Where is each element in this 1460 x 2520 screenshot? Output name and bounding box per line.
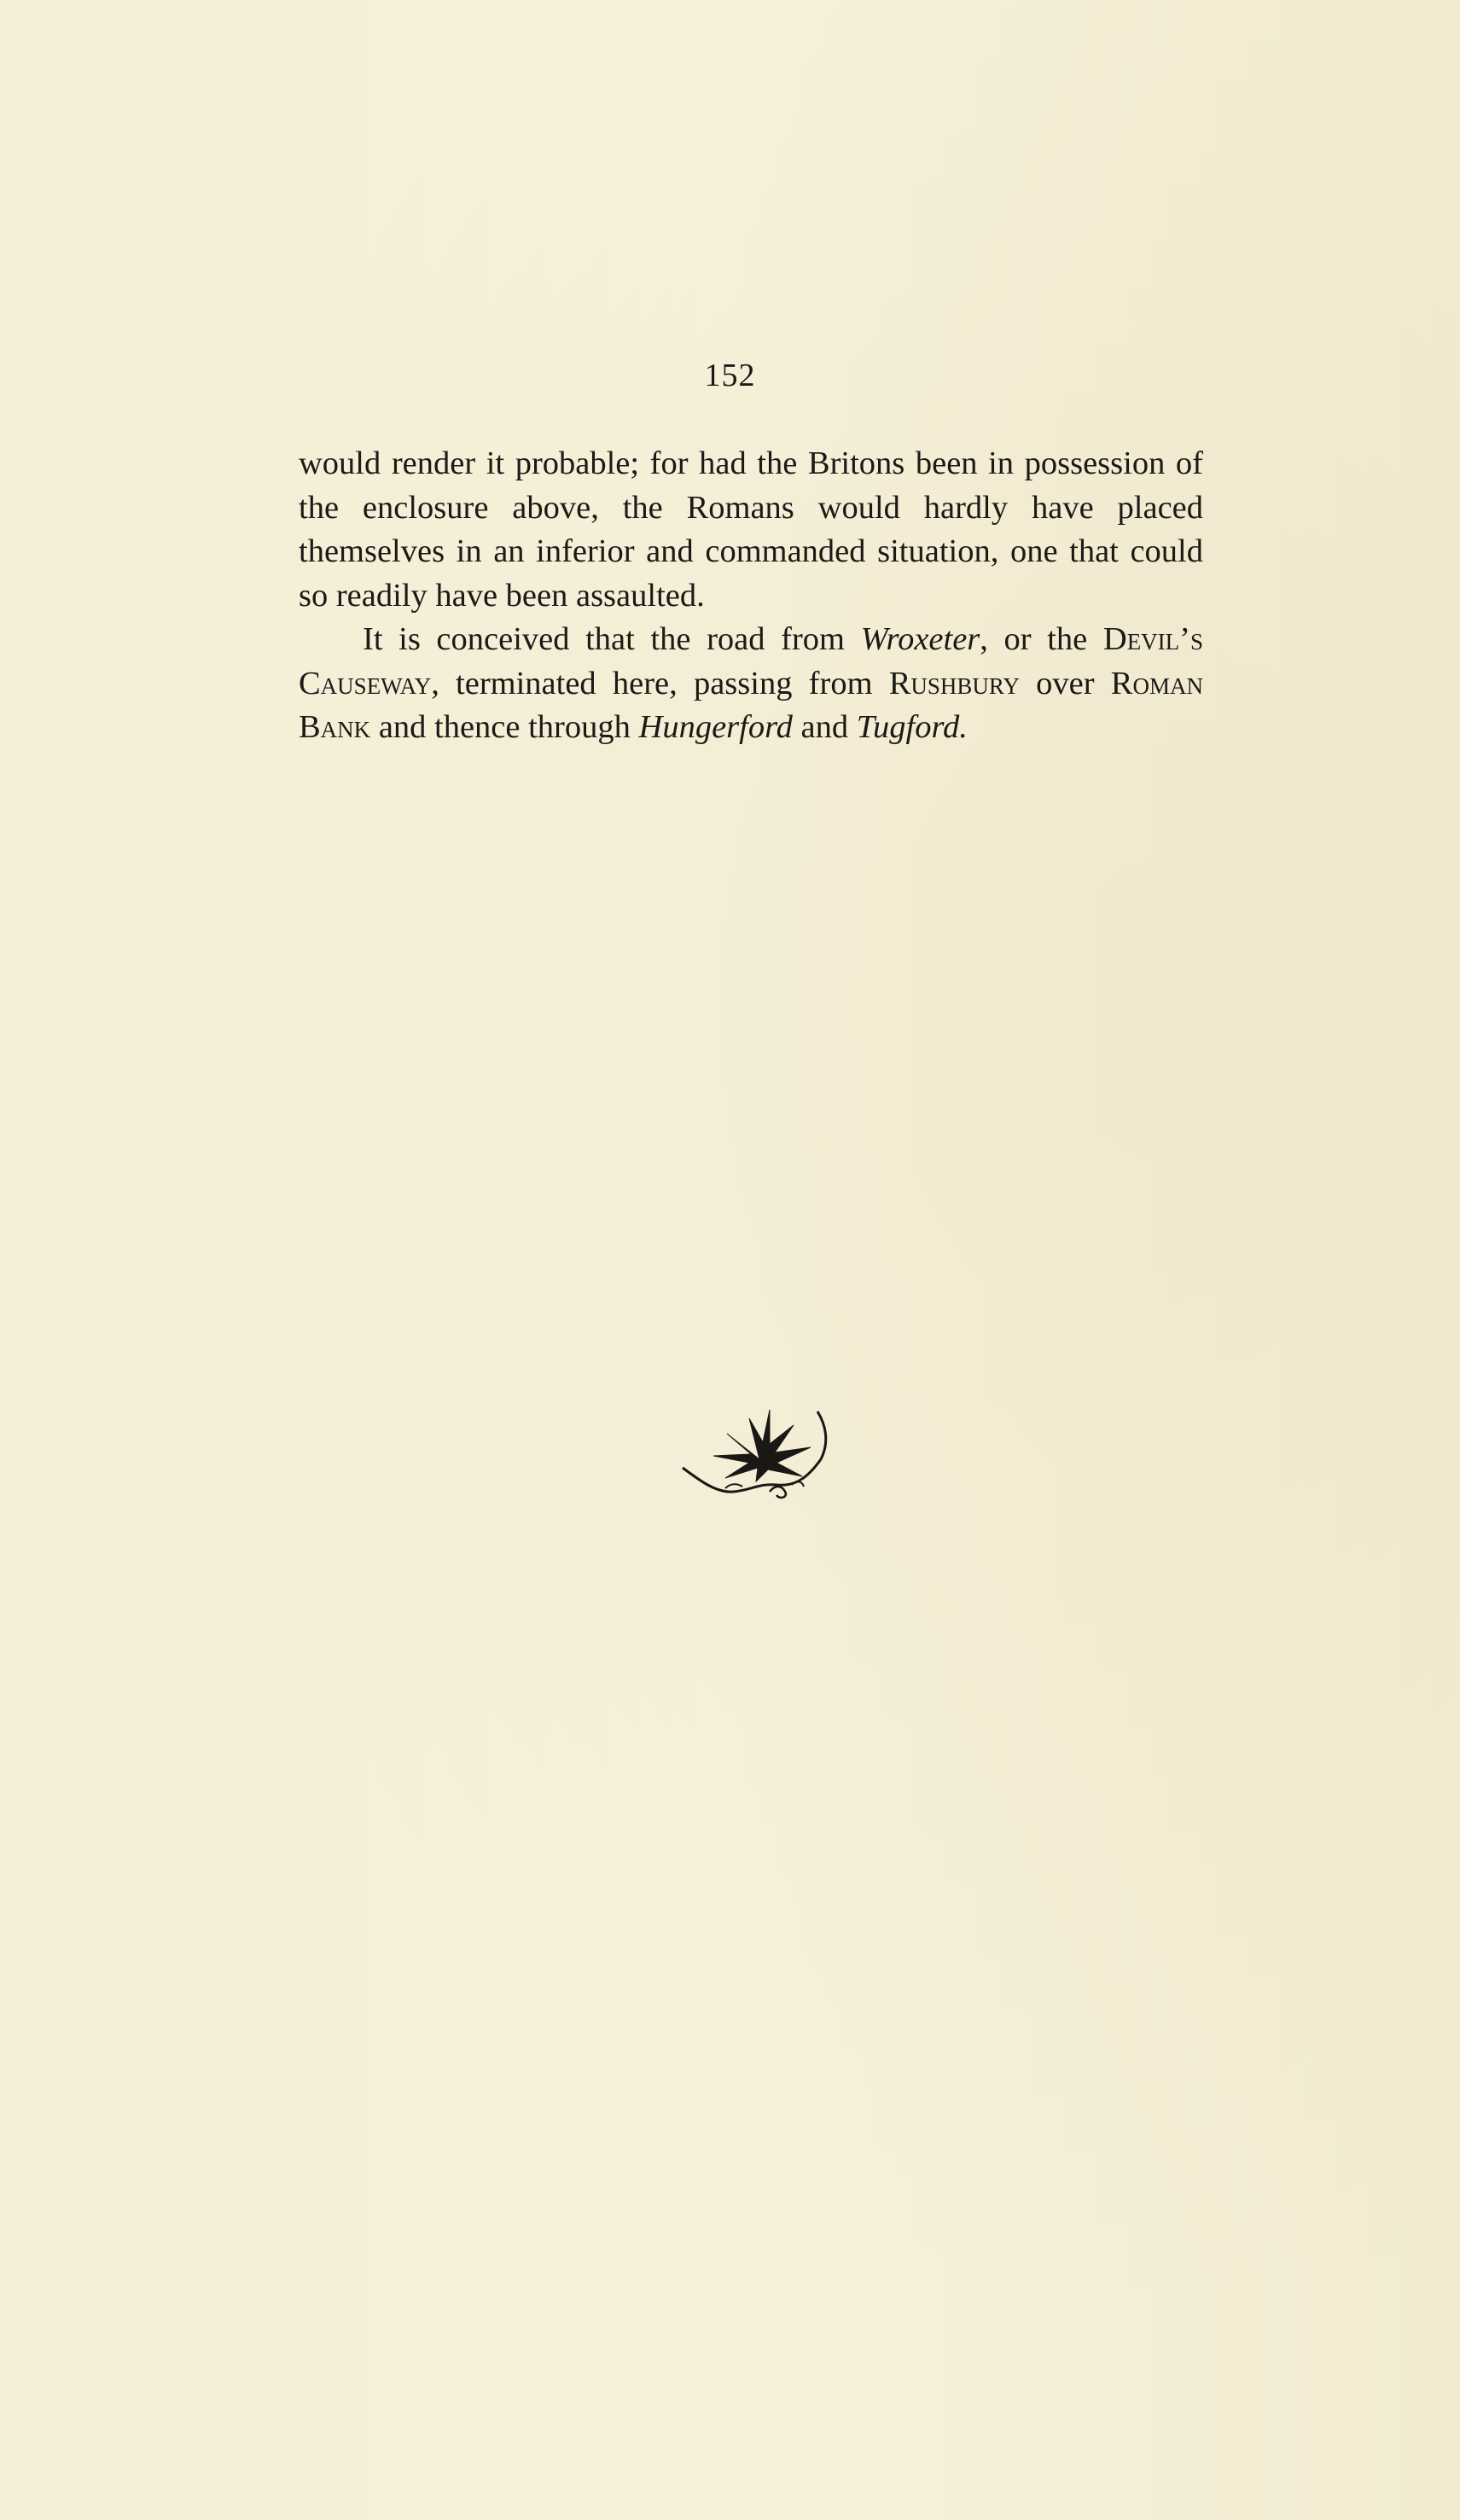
body-text <box>299 442 1203 750</box>
paragraph-2 <box>299 618 1203 750</box>
text-run: , terminated here, passing from <box>431 665 889 701</box>
text-run: over <box>1019 665 1111 701</box>
place-roman-bank: Roman Bank <box>299 665 1203 745</box>
text-run: , or the <box>980 621 1103 657</box>
text-run: and <box>792 709 857 745</box>
place-devils-causeway: Devil’s Causeway <box>299 621 1204 701</box>
text-run: and thence through <box>370 709 639 745</box>
place-rushbury: Rushbury <box>888 665 1020 701</box>
place-hungerford: Hungerford <box>638 709 793 745</box>
place-wroxeter: Wroxeter <box>860 621 980 657</box>
leaf-vignette-icon <box>674 1400 845 1510</box>
page-number: 152 <box>704 358 756 393</box>
paragraph-1: would render it probable; for had the Britons been in possession of the enclosure above, the Romans would hardly have placed themselves in an inferior and commanded situation, one that could so readily have been assaulted. <box>299 445 1203 614</box>
text-run: It is conceived that the road from <box>363 621 861 657</box>
place-tugford: Tugford. <box>856 709 968 745</box>
